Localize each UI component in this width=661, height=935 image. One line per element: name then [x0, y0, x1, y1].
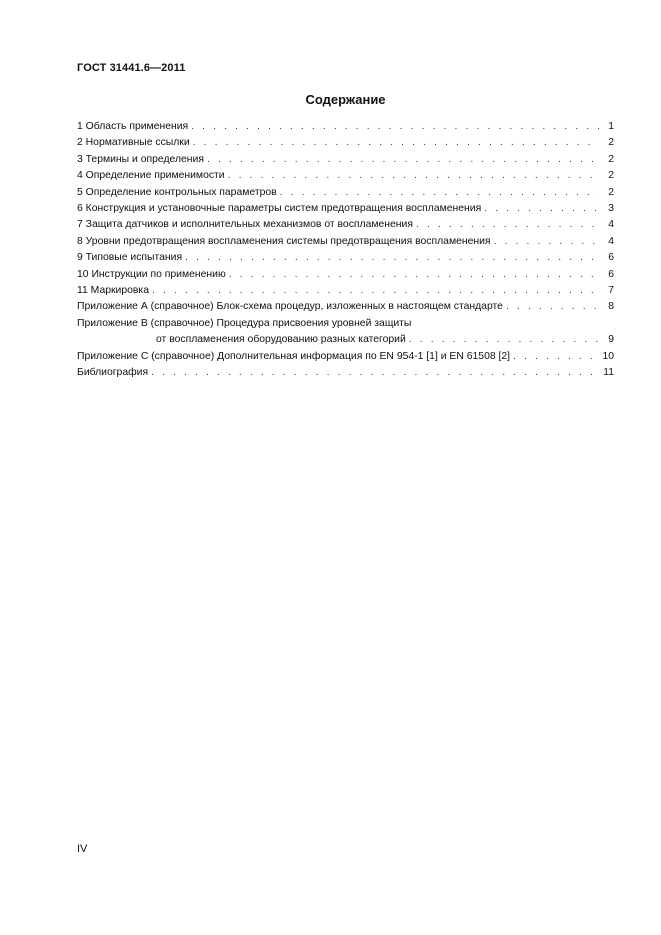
toc-entry-label: 5 Определение контрольных параметров — [77, 186, 277, 198]
toc-entry-label: Приложение А (справочное) Блок-схема процедур, изложенных в настоящем стандарте — [77, 301, 503, 313]
toc-entry-page: 9 — [608, 334, 614, 346]
toc-entry-page: 2 — [608, 153, 614, 165]
toc-entry[interactable] — [77, 250, 614, 266]
toc-entry[interactable] — [77, 217, 614, 233]
toc-entry-label: 7 Защита датчиков и исполнительных механизмов от воспламенения — [77, 219, 413, 231]
page-title: Содержание — [305, 92, 386, 107]
toc-entry-label: 6 Конструкция и установочные параметры систем предотвращения воспламенения — [77, 203, 482, 215]
toc-entry[interactable] — [77, 152, 614, 168]
toc-entry[interactable] — [77, 365, 614, 381]
toc-leader-dots — [409, 332, 599, 348]
toc-entry-page: 2 — [608, 186, 614, 198]
toc-leader-dots — [185, 250, 599, 266]
toc-leader-dots — [280, 185, 599, 201]
toc-leader-dots — [494, 234, 599, 250]
toc-entry-label: Приложение С (справочное) Дополнительная информация по EN 954-1 [1] и EN 61508 [2] — [77, 350, 511, 362]
toc-entry[interactable] — [77, 201, 614, 217]
toc-entry[interactable] — [77, 185, 614, 201]
toc-entry[interactable] — [77, 119, 614, 135]
toc-leader-dots — [207, 152, 599, 168]
toc-entry-page: 10 — [602, 350, 614, 362]
toc-entry-page: 2 — [608, 170, 614, 182]
toc-entry[interactable] — [77, 349, 614, 365]
document-id: ГОСТ 31441.6—2011 — [77, 62, 186, 74]
toc-entry-label-line1: Приложение В (справочное) Процедура присвоения уровней защиты — [77, 317, 412, 329]
toc-leader-dots — [416, 217, 599, 233]
page-number: IV — [77, 843, 88, 855]
toc-entry-label: 8 Уровни предотвращения воспламенения системы предотвращения воспламенения — [77, 235, 491, 247]
toc-leader-dots — [191, 119, 599, 135]
toc-entry-multiline[interactable] — [77, 316, 614, 349]
toc-entry-page: 2 — [608, 137, 614, 149]
toc-leader-dots — [193, 135, 599, 151]
toc-entry-label: 3 Термины и определения — [77, 153, 204, 165]
toc-entry-label: 10 Инструкции по применению — [77, 268, 226, 280]
toc-entry-page: 3 — [608, 203, 614, 215]
toc-entry-page: 11 — [603, 367, 614, 379]
toc-leader-dots — [513, 349, 599, 365]
toc-entry-label: 11 Маркировка — [77, 285, 149, 297]
table-of-contents — [77, 119, 614, 382]
toc-leader-dots — [484, 201, 599, 217]
toc-entry-label-line2: от воспламенения оборудованию разных категорий — [156, 334, 406, 346]
toc-entry-label: 4 Определение применимости — [77, 170, 225, 182]
toc-entry[interactable] — [77, 234, 614, 250]
toc-leader-dots — [151, 365, 599, 381]
toc-entry-page: 8 — [608, 301, 614, 313]
toc-leader-dots — [228, 168, 599, 184]
toc-entry[interactable] — [77, 135, 614, 151]
toc-entry[interactable] — [77, 168, 614, 184]
toc-leader-dots — [152, 283, 599, 299]
toc-entry[interactable] — [77, 283, 614, 299]
toc-entry-page: 7 — [608, 285, 614, 297]
toc-entry-label: Библиография — [77, 367, 149, 379]
toc-entry-page: 6 — [608, 268, 614, 280]
toc-leader-dots — [229, 267, 599, 283]
toc-leader-dots — [506, 299, 599, 315]
toc-entry-page: 1 — [608, 121, 614, 132]
toc-entry-label: 9 Типовые испытания — [77, 252, 183, 264]
toc-entry-page: 4 — [608, 235, 614, 247]
toc-entry-label: 2 Нормативные ссылки — [77, 137, 190, 149]
toc-entry-label: 1 Область применения — [77, 121, 189, 132]
toc-entry-page: 4 — [608, 219, 614, 231]
toc-entry[interactable] — [77, 267, 614, 283]
toc-entry-page: 6 — [608, 252, 614, 264]
toc-entry[interactable] — [77, 299, 614, 315]
toc-entry-continuation — [77, 332, 614, 348]
